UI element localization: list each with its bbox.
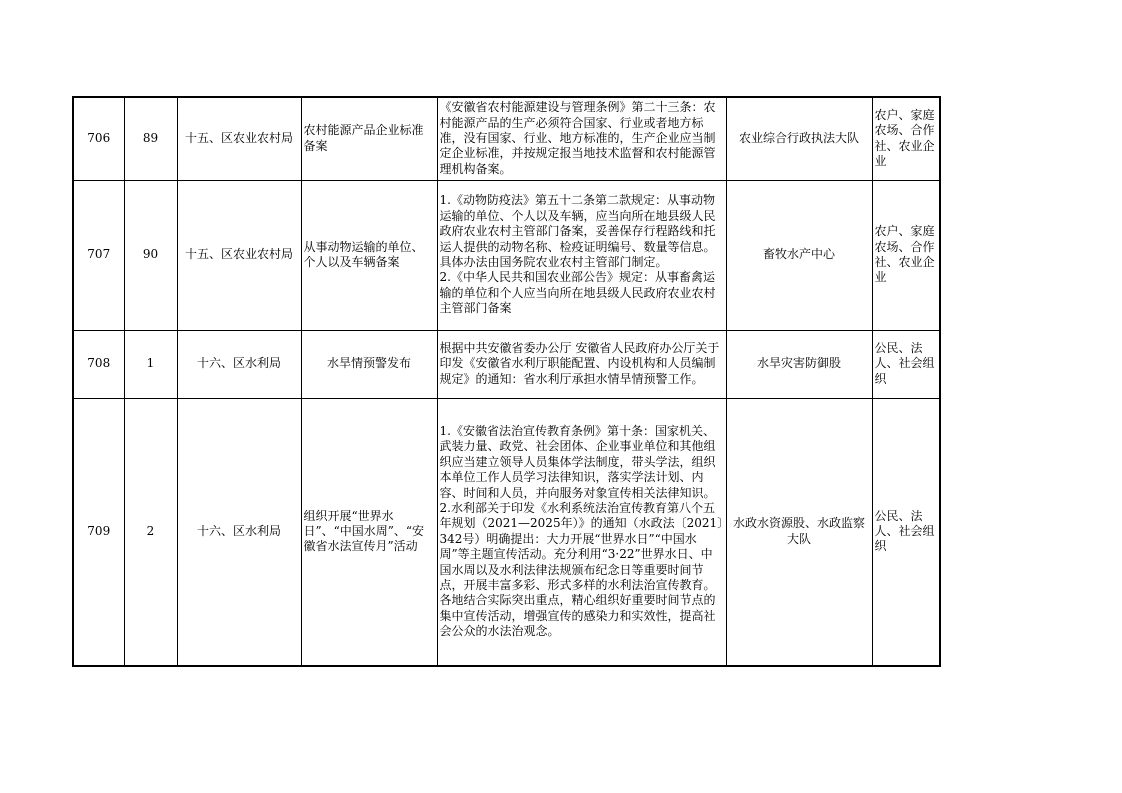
row-seq: 707 — [73, 180, 124, 330]
row-department: 十五、区农业农村局 — [177, 180, 301, 330]
row-department: 十六、区水利局 — [177, 330, 301, 398]
row-seq: 708 — [73, 330, 124, 398]
row-target: 农户、家庭农场、合作社、农业企业 — [872, 180, 940, 330]
row-dept-seq: 89 — [124, 97, 177, 180]
row-seq: 709 — [73, 398, 124, 666]
row-item-name: 组织开展“世界水日”、“中国水周”、“安徽省水法宣传月”活动 — [301, 398, 437, 666]
table-row — [73, 180, 940, 330]
basis-paragraph: 1.《动物防疫法》第五十二条第二款规定：从事动物运输的单位、个人以及车辆，应当向所在地县级人民政府农业农村主管部门备案，妥善保存行程路线和托运人提供的动物名称、检疫证明编号、数量等信息。具体办法由国务院农业农村主管部门制定。 — [439, 193, 716, 269]
row-unit: 水政水资源股、水政监察大队 — [726, 398, 872, 666]
row-dept-seq: 90 — [124, 180, 177, 330]
basis-paragraph: 2.水利部关于印发《水利系统法治宣传教育第八个五年规划（2021—2025年）》的通知（水政法〔2021〕342号）明确提出：大力开展“世界水日”“中国水周”等主题宣传活动。充分利用“3·22”世界水日、中国水周以及水利法律法规颁布纪念日等重要时间节点，开展丰富多彩、形式多样的水利法治宣传教育。各地结合实际突出重点，精心组织好重要时间节点的集中宣传活动，增强宣传的感染力和实效性，提高社会公众的水法治观念。 — [439, 500, 724, 639]
basis-paragraph: 2.《中华人民共和国农业部公告》规定：从事畜禽运输的单位和个人应当向所在地县级人民政府农业农村主管部门备案 — [439, 270, 716, 316]
row-dept-seq: 2 — [124, 398, 177, 666]
row-target: 农户、家庭农场、合作社、农业企业 — [872, 97, 940, 180]
row-basis — [437, 97, 726, 180]
row-dept-seq: 1 — [124, 330, 177, 398]
row-basis — [437, 330, 726, 398]
table-row — [73, 330, 940, 398]
basis-paragraph: 《安徽省农村能源建设与管理条例》第二十三条：农村能源产品的生产必须符合国家、行业或者地方标准，没有国家、行业、地方标准的，生产企业应当制定企业标准，并按规定报当地技术监督和农村能源管理机构备案。 — [439, 100, 716, 176]
row-target: 公民、法人、社会组织 — [872, 330, 940, 398]
row-department: 十五、区农业农村局 — [177, 97, 301, 180]
row-seq: 706 — [73, 97, 124, 180]
row-unit: 农业综合行政执法大队 — [726, 97, 872, 180]
row-item-name: 农村能源产品企业标准备案 — [301, 97, 437, 180]
row-item-name: 从事动物运输的单位、个人以及车辆备案 — [301, 180, 437, 330]
row-basis — [437, 398, 726, 666]
filing-items-table — [72, 96, 941, 667]
basis-paragraph: 根据中共安徽省委办公厅 安徽省人民政府办公厅关于印发《安徽省水利厅职能配置、内设机构和人员编制规定》的通知：省水利厅承担水情旱情预警工作。 — [439, 340, 720, 386]
table-row — [73, 398, 940, 666]
row-unit: 水旱灾害防御股 — [726, 330, 872, 398]
row-basis — [437, 180, 726, 330]
row-item-name: 水旱情预警发布 — [301, 330, 437, 398]
row-target: 公民、法人、社会组织 — [872, 398, 940, 666]
row-department: 十六、区水利局 — [177, 398, 301, 666]
basis-paragraph: 1.《安徽省法治宣传教育条例》第十条：国家机关、武装力量、政党、社会团体、企业事业单位和其他组织应当建立领导人员集体学法制度，带头学法，组织本单位工作人员学习法律知识，落实学法计划、内容、时间和人员，并向服务对象宣传相关法律知识。 — [439, 423, 716, 500]
table-row — [73, 97, 940, 180]
row-unit: 畜牧水产中心 — [726, 180, 872, 330]
